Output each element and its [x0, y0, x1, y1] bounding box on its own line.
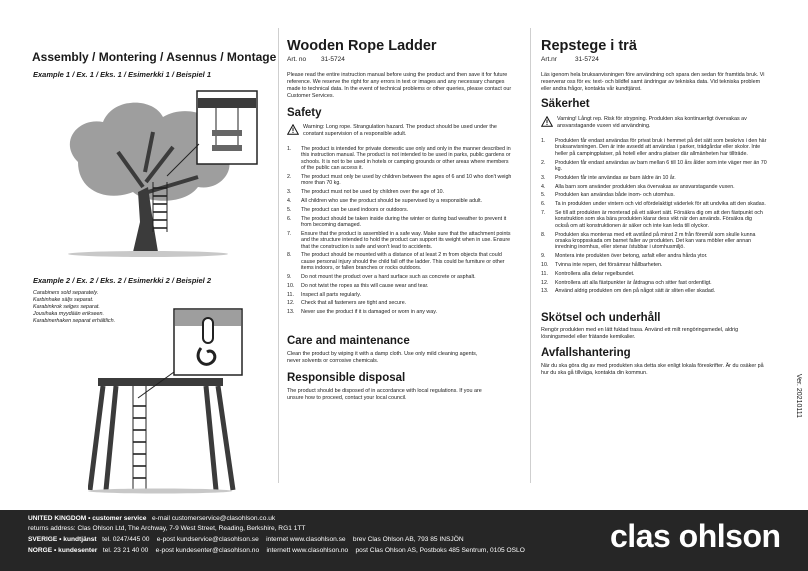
footer-no-label: NORGE • kundesenter	[28, 547, 98, 554]
care-text-sv: Rengör produkten med en lätt fuktad trasa. Använd ett milt rengöringsmedel, aldrig lösningsmedel eller frätande kemikalier.	[541, 327, 739, 340]
caption-line: Karbinhake säljs separat.	[33, 297, 94, 303]
list-item: 5. The product can be used indoors or outdoors.	[287, 206, 409, 213]
list-item: 9. Montera inte produkten över betong, asfalt eller andra hårda ytor.	[541, 253, 708, 260]
list-item: 7. Ensure that the product is assembled in a safe way. Make sure that the attachment points and the structure intended to hold the product can support its weight when in use. Ensure that the construction is safe and won't lead to accidents.	[287, 230, 511, 250]
caption-line: Jousihaka myydään erikseen.	[33, 311, 105, 317]
list-item: 6. The product should be taken inside during the winter or during bad weather to prevent it from becoming damaged.	[287, 215, 507, 229]
assembly-heading: Assembly / Montering / Asennus / Montage	[32, 50, 277, 64]
warning-icon	[287, 124, 299, 135]
list-item: 5. Produkten kan användas både inom- och utomhus.	[541, 192, 675, 199]
list-item: 13. Använd aldrig produkten om den på något sätt är sliten eller skadad.	[541, 288, 716, 295]
list-item: 1. The product is intended for private domestic use only and only in the manner described in this instruction manual. The product is not intended to be used in parks, public gardens or schools. It is not to be used in hotels or camping grounds or other areas where members of the public can access it.	[287, 146, 511, 172]
list-item: 10. Tvinna inte repen, det försämrar hållbarheten.	[541, 262, 663, 269]
footer-no	[28, 547, 525, 554]
article-label: Art.nr	[541, 56, 557, 63]
warning-text-sv: Varning! Långt rep. Risk för strypning. Produkten ska kontinuerligt övervakas av ansvarstagande vuxen vid användning.	[557, 116, 747, 129]
product-title: Wooden Rope Ladder	[287, 38, 437, 54]
warning-icon	[541, 116, 553, 127]
inset-pointer	[136, 370, 176, 400]
warning-block	[287, 124, 513, 138]
list-item: 2. The product must only be used by children between the ages of 6 and 10 who don't weigh more than 70 kg.	[287, 174, 512, 187]
caption-line: Karabinkrok selges separat.	[33, 304, 100, 310]
inset-pointer	[163, 140, 203, 180]
list-item: 12. Kontrollera att alla fästpunkter är åtdragna och sitter fast ordentligt.	[541, 279, 712, 286]
example-2-label: Example 2 / Ex. 2 / Eks. 2 / Esimerkki 2 / Beispiel 2	[33, 276, 212, 285]
footer-uk	[28, 515, 275, 522]
list-item: 4. All children who use the product should be supervised by a responsible adult.	[287, 198, 483, 205]
list-item: 11. Kontrollera alla delar regelbundet.	[541, 270, 635, 277]
safety-heading: Safety	[287, 107, 322, 119]
column-divider	[530, 28, 531, 483]
version-label: Ver. 20210111	[795, 373, 802, 418]
warning-block-sv	[541, 116, 767, 130]
article-value: 31-5724	[575, 56, 599, 63]
list-item: 9. Do not mount the product over a hard surface such as concrete or asphalt.	[287, 274, 476, 281]
list-item: 7. Se till att produkten är monterad på ett säkert sätt. Försäkra dig om att den fästpunkt och konstruktion som ska bära produkten klarar dess vikt när den används. Försäkra dig också om att konstruktionen är säker och inte kan leda till olyckor.	[541, 210, 763, 229]
footer-uk-label: UNITED KINGDOM • customer service	[28, 515, 147, 522]
care-heading-sv: Skötsel och underhåll	[541, 312, 661, 324]
brand-logo: clas ohlson	[610, 518, 781, 554]
footer-se-label: SVERIGE • kundtjänst	[28, 536, 97, 543]
caption-line: Carabiners sold separately.	[33, 290, 99, 296]
disposal-text-sv: När du ska göra dig av med produkten ska detta ske enligt lokala föreskrifter. Är du osäker på hur du ska gå tillväga, kontakta din kommun.	[541, 363, 764, 376]
list-item: 4. Alla barn som använder produkten ska övervakas av ansvarstagande vuxen.	[541, 183, 735, 190]
column-divider	[278, 28, 279, 483]
list-item: 13. Never use the product if it is damaged or worn in any way.	[287, 309, 437, 316]
footer-uk-address: returns address: Clas Ohlson Ltd, The Archway, 7-9 West Street, Reading, Berkshire, RG1 1TT	[28, 525, 306, 532]
list-item: 3. The product must not be used by children over the age of 10.	[287, 189, 445, 196]
list-item: 6. Ta in produkten under vintern och vid ofördelaktigt väderlek för att undvika att den skadas.	[541, 201, 766, 208]
disposal-heading-sv: Avfallshantering	[541, 347, 631, 359]
article-number	[287, 56, 345, 63]
disposal-text: The product should be disposed of in accordance with local regulations. If you are unsure how to proceed, contact your local council.	[287, 388, 482, 401]
warning-text: Warning: Long rope. Strangulation hazard. The product should be used under the constant supervision of a responsible adult.	[303, 124, 497, 137]
example-1-label: Example 1 / Ex. 1 / Eks. 1 / Esimerkki 1 / Beispiel 1	[33, 70, 212, 79]
footer-uk-email: e-mail customerservice@clasohlson.co.uk	[151, 515, 276, 522]
list-item: 8. Produkten ska monteras med ett avstånd på minst 2 m från föremål som skulle kunna orsaka kroppsskada om barnet faller av produkten. Det kan vara möbler eller annan inredning inomhus, eller stenar /stubbar i utomhusmiljö.	[541, 231, 756, 251]
disposal-heading: Responsible disposal	[287, 372, 406, 384]
safety-list-sv	[541, 138, 767, 297]
product-title-sv: Repstege i trä	[541, 38, 637, 54]
carabiner-caption	[33, 290, 143, 325]
footer-se-details: tel. 0247/445 00 e-post kundservice@clasohlson.se internet www.clasohlson.se brev Clas Ohlson AB, 793 85 INSJÖN	[102, 536, 464, 543]
footer-no-details: tel. 23 21 40 00 e-post kundesenter@clasohlson.no internett www.clasohlson.no post Clas Ohlson AS, Postboks 485 Sentrum, 0105 OSLO	[102, 547, 525, 554]
intro-text-sv: Läs igenom hela bruksanvisningen före användning och spara den sedan för framtida bruk. Vi reserverar oss för ev. text- och bildfel samt ändringar av tekniska data. Vid tekniska problem eller andra frågor, kontakta vår kundtjänst.	[541, 72, 765, 92]
safety-heading-sv: Säkerhet	[541, 98, 590, 110]
article-number-sv	[541, 56, 599, 63]
list-item: 11. Inspect all parts regularly.	[287, 291, 361, 298]
intro-text: Please read the entire instruction manual before using the product and then save it for future reference. We reserve the right for any errors in text or images and any necessary changes made to technical data. In the event of technical problems or other queries, please contact our Customer Services.	[287, 72, 512, 99]
list-item: 3. Produkten får inte användas av barn äldre än 10 år.	[541, 174, 676, 181]
footer	[0, 510, 808, 571]
list-item: 12. Check that all fasteners are tight and secure.	[287, 300, 407, 307]
article-value: 31-5724	[321, 56, 345, 63]
carabiner-detail-inset	[173, 308, 243, 376]
footer-se	[28, 536, 464, 543]
list-item: 2. Produkten får endast användas av barn mellan 6 till 10 års ålder som inte väger mer än 70 kg.	[541, 159, 767, 173]
article-label: Art. no	[287, 56, 307, 63]
detail-inset	[196, 90, 258, 165]
list-item: 10. Do not twist the ropes as this will cause wear and tear.	[287, 282, 429, 289]
list-item: 8. The product should be mounted with a distance of at least 2 m from objects that could cause personal injury should the child fall off the ladder. This could be furniture or other items indoors, or fallen branches or rocks outdoors.	[287, 252, 505, 272]
safety-list	[287, 146, 513, 318]
list-item: 1. Produkten får endast användas för privat bruk i hemmet på det sätt som beskrivs i den här bruksanvisningen. Den är inte avsedd att användas i parker, trädgårdar eller skolor. Inte heller på campingplatser, på hotell eller andra platser där allmänheten har tillträde.	[541, 138, 767, 157]
caption-line: Karabinerhaken separat erhältlich.	[33, 318, 116, 324]
care-heading: Care and maintenance	[287, 335, 410, 347]
care-text: Clean the product by wiping it with a damp cloth. Use only mild cleaning agents, never solvents or corrosive chemicals.	[287, 351, 478, 364]
